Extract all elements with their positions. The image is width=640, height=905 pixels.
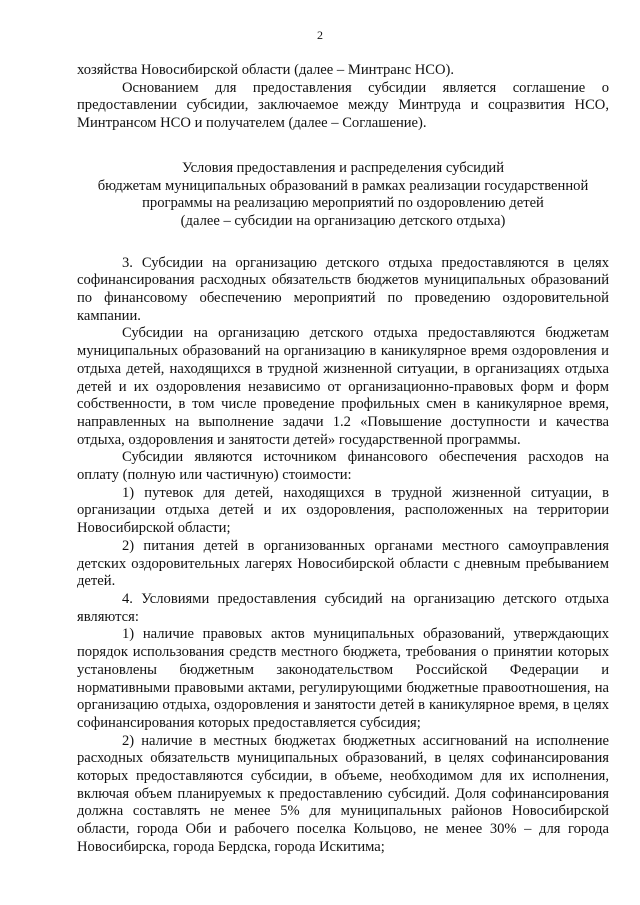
paragraph-condition-2: 2) наличие в местных бюджетах бюджетных ассигнований на исполнение расходных обязательств муниципальных образований, в целях софинансирования которых предоставляются субсидии, в объеме, необходимом для их исполнения, включая объем планируемых к предоставлению субсидий. Доля софинансирования должна составлять не менее 5% для муниципальных районов Новосибирской области, города Оби и рабочего поселка Кольцово, не менее 30% – для города Новосибирска, города Бердска, города Искитима; bbox=[77, 732, 609, 855]
paragraph-item-4: 4. Условиями предоставления субсидий на организацию детского отдыха являются: bbox=[77, 590, 609, 625]
paragraph-basis: Основанием для предоставления субсидии является соглашение о предоставлении субсидии, заключаемое между Минтруда и соцразвития НСО, Минтрансом НСО и получателем (далее – Соглашение). bbox=[77, 79, 609, 132]
section-heading bbox=[77, 160, 609, 231]
paragraph-subsidy-purpose: Субсидии на организацию детского отдыха предоставляются бюджетам муниципальных образований на организацию в каникулярное время оздоровления и отдыха детей, находящихся в трудной жизненной ситуации, в организациях отдыха детей и их оздоровления независимо от организационно-правовых форм и форм собственности, в том числе проведение профильных смен в каникулярное время, направленных на выполнение задачи 1.2 «Повышение доступности и качества отдыха, оздоровления и занятости детей» государственной программы. bbox=[77, 325, 609, 448]
paragraph-subitem-2-meals: 2) питания детей в организованных органами местного самоуправления детских оздоровительных лагерях Новосибирской области с дневным пребыванием детей. bbox=[77, 537, 609, 590]
paragraph-item-3: 3. Субсидии на организацию детского отдыха предоставляются в целях софинансирования расходных обязательств бюджетов муниципальных образований по финансовому обеспечению мероприятий по проведению оздоровительной кампании. bbox=[77, 254, 609, 324]
heading-line: Условия предоставления и распределения субсидий bbox=[181, 159, 505, 176]
paragraph-funding-source: Субсидии являются источником финансового обеспечения расходов на оплату (полную или частичную) стоимости: bbox=[77, 449, 609, 484]
paragraph-subitem-1-vouchers: 1) путевок для детей, находящихся в трудной жизненной ситуации, в организации отдыха детей и их оздоровления, расположенных на территории Новосибирской области; bbox=[77, 484, 609, 537]
page-number: 2 bbox=[317, 28, 323, 42]
heading-line: программы на реализацию мероприятий по оздоровлению детей bbox=[142, 195, 544, 212]
heading-line: (далее – субсидии на организацию детского отдыха) bbox=[180, 212, 506, 229]
paragraph-continuation: хозяйства Новосибирской области (далее – Минтранс НСО). bbox=[77, 62, 455, 78]
paragraph-condition-1: 1) наличие правовых актов муниципальных образований, утверждающих порядок использования средств местного бюджета, требования о принятии которых установлены бюджетным законодательством Российской Федерации и нормативными правовыми актами, регулирующими бюджетные правоотношения, на организацию отдыха, оздоровления и занятости детей в каникулярное время, в целях софинансирования которых предоставляется субсидия; bbox=[77, 626, 609, 731]
document-body bbox=[77, 62, 609, 857]
heading-line: бюджетам муниципальных образований в рамках реализации государственной bbox=[97, 177, 589, 194]
